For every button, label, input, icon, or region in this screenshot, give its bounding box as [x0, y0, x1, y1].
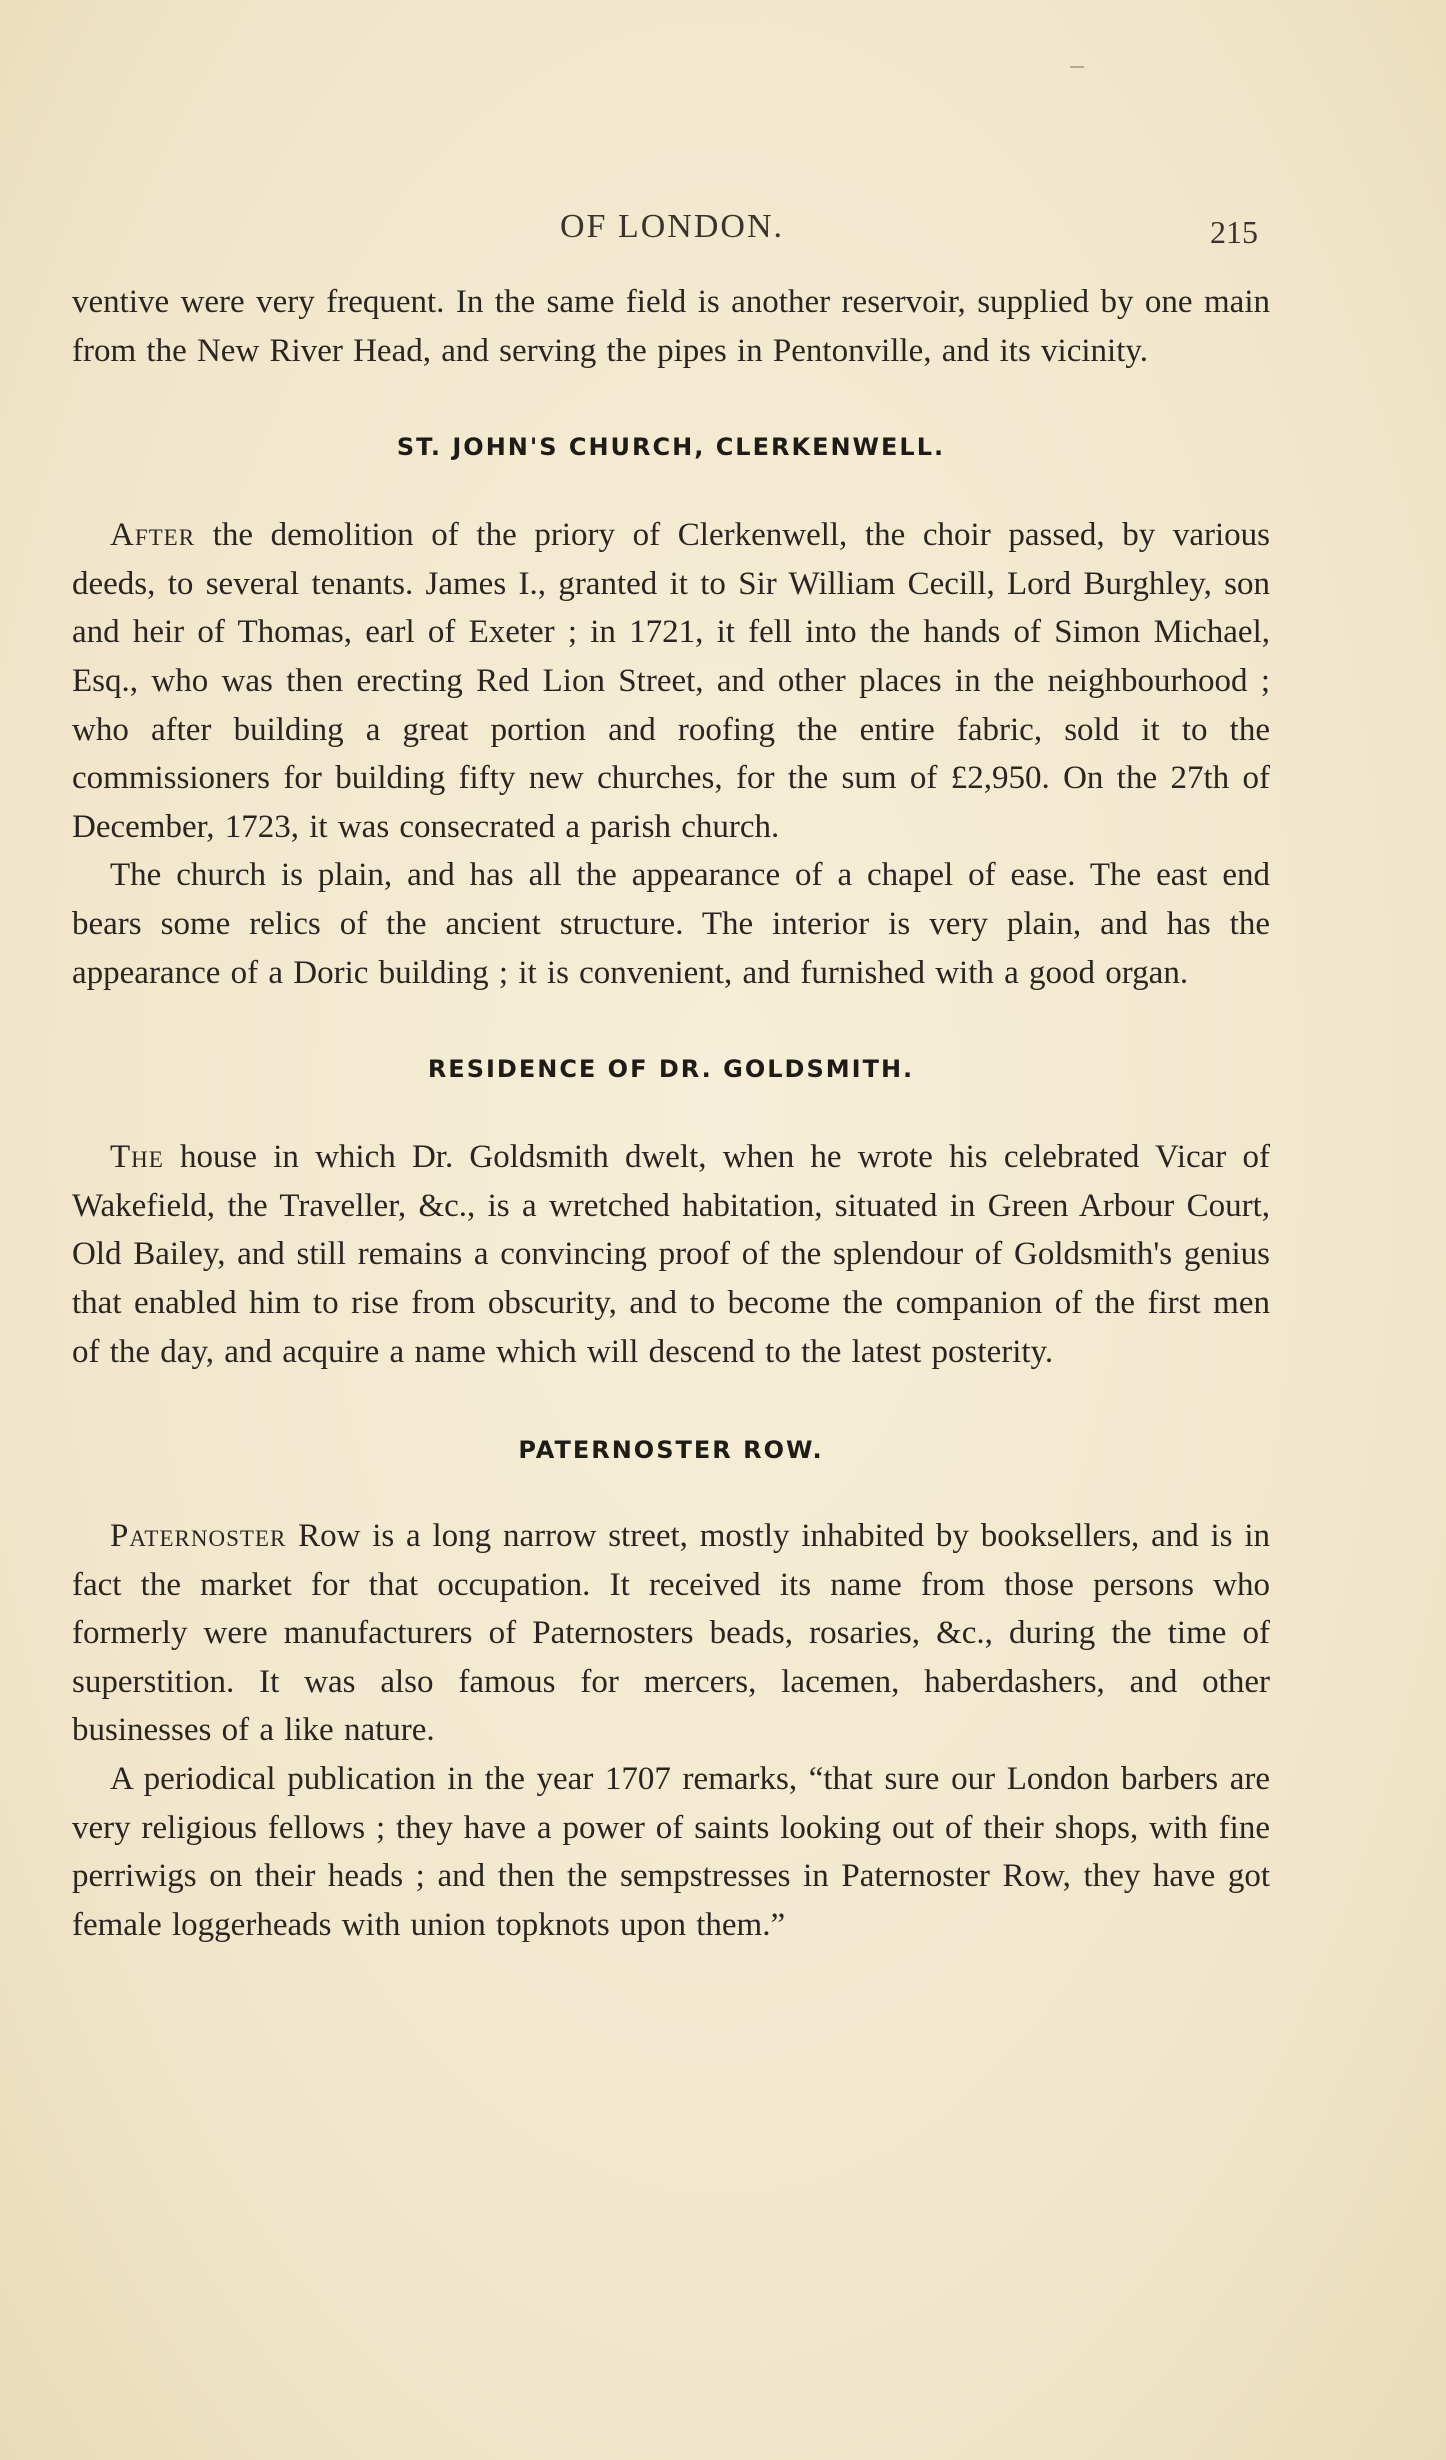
running-head: OF LONDON. [560, 208, 784, 245]
goldsmith-paragraph-1-text: house in which Dr. Goldsmith dwelt, when he wrote his celebrated Vicar of Wakefield, the Traveller, &c., is a wretched habitation, situated in Green Arbour Court, Old Bailey, and still remains a convincing proof of the splendour of Goldsmith's genius that enabled him to rise from obscurity, and to become the companion of the first men of the day, and acquire a name which will descend to the latest posterity. [72, 1139, 1270, 1370]
st-johns-lead-word: After [110, 517, 196, 554]
page-header [70, 208, 1270, 258]
paternoster-paragraph-2: A periodical publication in the year 1707 remarks, “that sure our London barbers are very religious fellows ; they have a power of saints looking out of their shops, with fine perriwigs on their heads ; and then the sempstresses in Paternoster Row, they have got female loggerheads with union topknots upon them.” [72, 1761, 1270, 1943]
paternoster-lead-word: Paternoster [110, 1518, 287, 1555]
page-body [72, 278, 1270, 1949]
paper-mark [1070, 66, 1084, 68]
section-title-st-johns: ST. JOHN'S CHURCH, CLERKENWELL. [396, 433, 946, 462]
paternoster-paragraph-1-text: Row is a long narrow street, mostly inhabited by booksellers, and is in fact the market for that occupation. It received its name from those persons who formerly were manufacturers of Paternosters beads, rosaries, &c., during the time of superstition. It was also famous for mercers, lacemen, haberdashers, and other businesses of a like nature. [72, 1518, 1270, 1749]
goldsmith-paragraph-1 [72, 1133, 1270, 1376]
st-johns-paragraph-2: The church is plain, and has all the appearance of a chapel of ease. The east end bears some relics of the ancient structure. The interior is very plain, and has the appearance of a Doric building ; it is convenient, and furnished with a good organ. [72, 857, 1270, 991]
section-title-goldsmith: RESIDENCE OF DR. GOLDSMITH. [427, 1055, 915, 1084]
st-johns-paragraph-1 [72, 511, 1270, 851]
section-title-paternoster: PATERNOSTER ROW. [518, 1436, 824, 1465]
goldsmith-lead-word: The [110, 1139, 164, 1176]
page-number: 215 [1210, 214, 1258, 250]
intro-paragraph: ventive were very frequent. In the same field is another reservoir, supplied by one main from the New River Head, and serving the pipes in Pentonville, and its vicinity. [72, 284, 1270, 369]
st-johns-paragraph-1-text: the demolition of the priory of Clerkenwell, the choir passed, by various deeds, to several tenants. James I., granted it to Sir William Cecill, Lord Burghley, son and heir of Thomas, earl of Exeter ; in 1721, it fell into the hands of Simon Michael, Esq., who was then erecting Red Lion Street, and other places in the neighbourhood ; who after building a great portion and roofing the entire fabric, sold it to the commissioners for building fifty new churches, for the sum of £2,950. On the 27th of December, 1723, it was consecrated a parish church. [72, 517, 1270, 845]
paternoster-paragraph-1 [72, 1512, 1270, 1755]
